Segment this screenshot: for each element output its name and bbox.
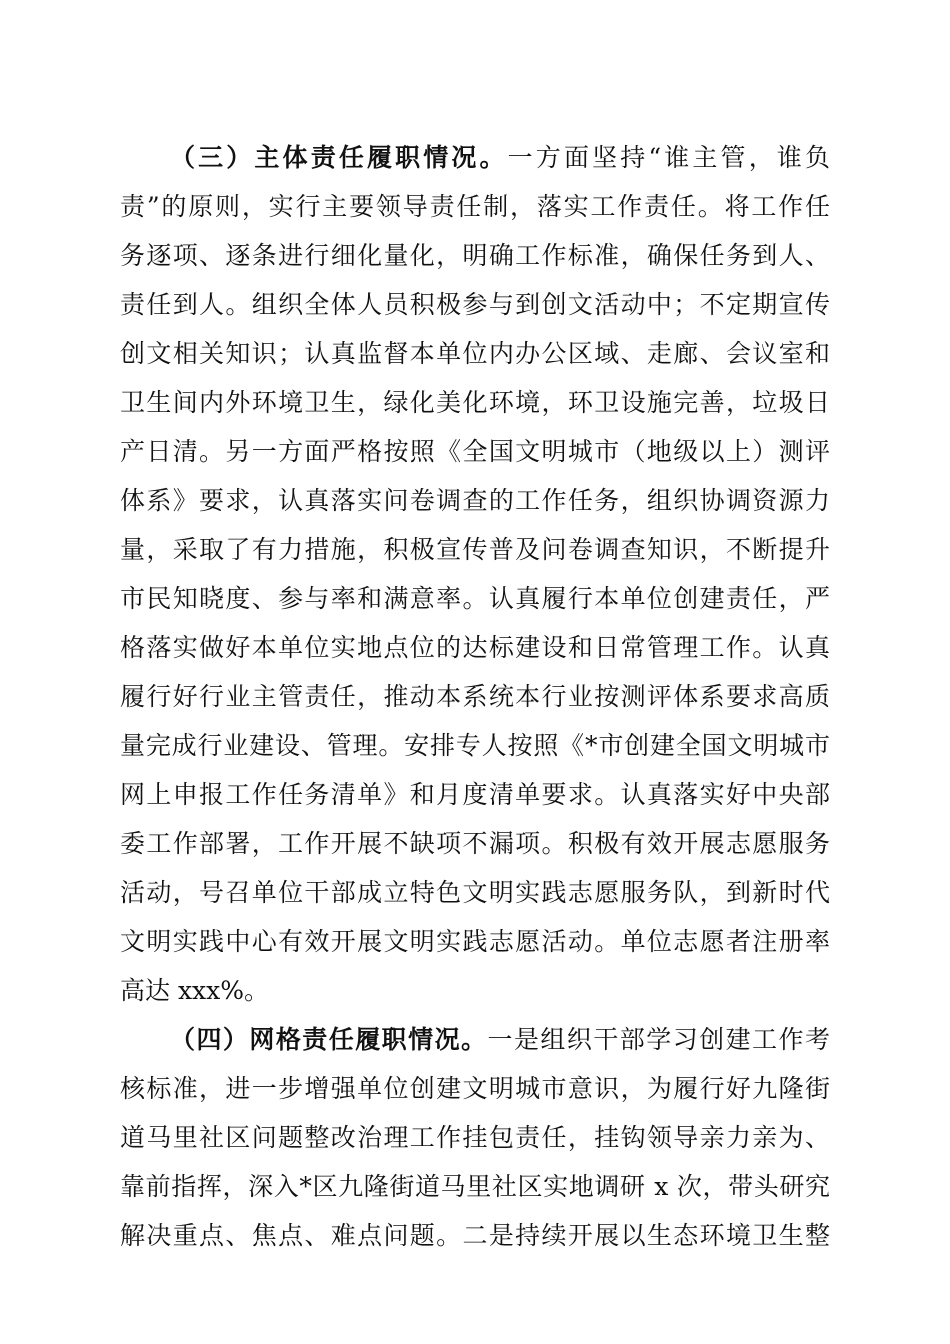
paragraph-line: 文明实践中心有效开展文明实践志愿活动。单位志愿者注册率 [120,927,830,956]
paragraph-line: 体系》要求，认真落实问卷调查的工作任务，组织协调资源力 [120,486,830,515]
section-heading: （三）主体责任履职情况。 [170,143,508,172]
paragraph-line: 靠前指挥，深入*区九隆街道马里社区实地调研 x 次，带头研究 [120,1172,830,1201]
paragraph-text: 一方面坚持“谁主管，谁负 [507,143,830,172]
section-heading: （四）网格责任履职情况。 [170,1025,488,1054]
paragraph-line: 高达 xxx%。 [120,976,269,1005]
paragraph-line [170,1020,830,1060]
paragraph-line: 量，采取了有力措施，积极宣传普及问卷调查知识，不断提升 [120,535,830,564]
paragraph-line: 网上申报工作任务清单》和月度清单要求。认真落实好中央部 [120,780,830,809]
paragraph-line: 责”的原则，实行主要领导责任制，落实工作责任。将工作任 [120,192,830,221]
paragraph-line: 道马里社区问题整改治理工作挂包责任，挂钩领导亲力亲为、 [120,1123,830,1152]
paragraph-line: 产日清。另一方面严格按照《全国文明城市（地级以上）测评 [120,437,830,466]
paragraph-line: 卫生间内外环境卫生，绿化美化环境，环卫设施完善，垃圾日 [120,388,830,417]
paragraph-line: 务逐项、逐条进行细化量化，明确工作标准，确保任务到人、 [120,241,830,270]
paragraph-line: 解决重点、焦点、难点问题。二是持续开展以生态环境卫生整 [120,1221,830,1250]
paragraph-line: 活动，号召单位干部成立特色文明实践志愿服务队，到新时代 [120,878,830,907]
paragraph-line: 责任到人。组织全体人员积极参与到创文活动中；不定期宣传 [120,290,830,319]
paragraph-line: 创文相关知识；认真监督本单位内办公区域、走廊、会议室和 [120,339,830,368]
paragraph-line: 市民知晓度、参与率和满意率。认真履行本单位创建责任，严 [120,584,830,613]
paragraph-line [170,138,830,178]
paragraph-line: 委工作部署，工作开展不缺项不漏项。积极有效开展志愿服务 [120,829,830,858]
paragraph-line: 核标准，进一步增强单位创建文明城市意识，为履行好九隆街 [120,1074,830,1103]
paragraph-text: 一是组织干部学习创建工作考 [487,1025,830,1054]
paragraph-line: 量完成行业建设、管理。安排专人按照《*市创建全国文明城市 [120,731,830,760]
paragraph-line: 履行好行业主管责任，推动本系统本行业按测评体系要求高质 [120,682,830,711]
paragraph-line: 格落实做好本单位实地点位的达标建设和日常管理工作。认真 [120,633,830,662]
